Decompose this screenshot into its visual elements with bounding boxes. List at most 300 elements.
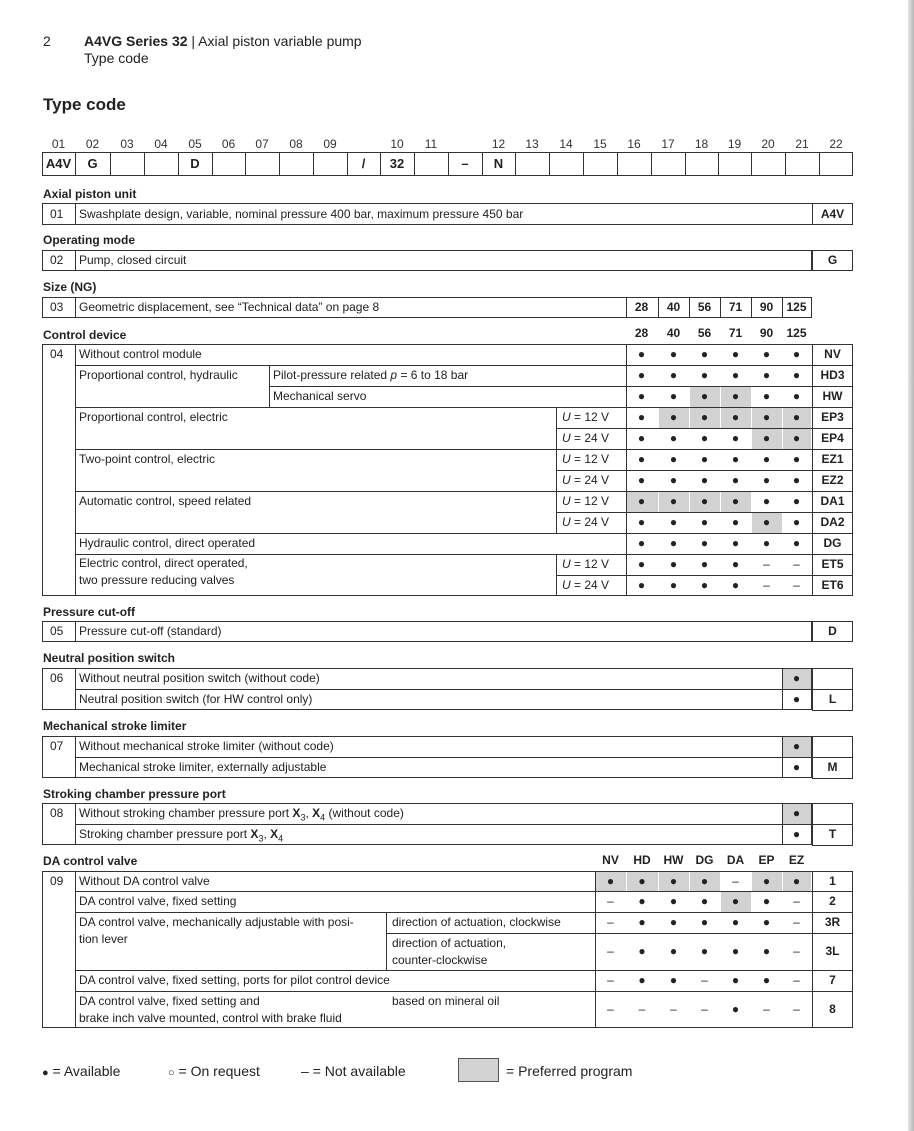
- voltage-symbol: U: [562, 494, 571, 508]
- code-position-label: 16: [627, 137, 641, 151]
- code-position-label: 05: [188, 137, 202, 151]
- availability-mark: –: [701, 973, 708, 987]
- voltage-column-divider: [556, 491, 557, 533]
- code-strip-value: –: [461, 156, 469, 171]
- code-position-label: 04: [154, 137, 168, 151]
- da-code: 8: [829, 1002, 836, 1016]
- da-without: Without DA control valve: [79, 874, 210, 888]
- da-code: 1: [829, 874, 836, 888]
- mechanical-stroke-limiter-code-box-1: [812, 736, 853, 758]
- row-05-code: D: [828, 624, 837, 638]
- availability-mark: ●: [762, 473, 771, 487]
- availability-mark: –: [701, 1002, 708, 1016]
- da-clockwise: direction of actuation, clockwise: [392, 915, 561, 929]
- availability-mark: ●: [792, 368, 801, 382]
- availability-mark: ●: [669, 410, 678, 424]
- code-position-label: 03: [120, 137, 134, 151]
- availability-mark: ●: [762, 915, 771, 929]
- availability-mark: ●: [637, 515, 646, 529]
- size-box-value: 71: [728, 300, 743, 314]
- code-position-label: 13: [525, 137, 539, 151]
- control-column-header: NV: [602, 853, 619, 867]
- section-size: Size (NG): [43, 280, 97, 294]
- da-code: 2: [829, 894, 836, 908]
- code-strip-value: 32: [389, 156, 405, 171]
- availability-mark: –: [793, 557, 800, 571]
- code-strip-value: /: [361, 156, 366, 171]
- availability-mark: ●: [762, 973, 771, 987]
- code-position-label: 14: [559, 137, 573, 151]
- size-column-header: 90: [759, 326, 774, 340]
- neutral-position-switch-code: L: [828, 692, 837, 706]
- mechanical-stroke-limiter-code: M: [827, 760, 838, 774]
- availability-mark: –: [638, 1002, 646, 1016]
- voltage-label: [562, 493, 609, 510]
- availability-mark: ●: [637, 557, 646, 571]
- control-code: HD3: [820, 368, 845, 382]
- availability-mark: ●: [731, 494, 740, 508]
- availability-mark: ●: [762, 431, 771, 445]
- voltage-value: = 24 V: [574, 578, 610, 592]
- code-strip-divider: [245, 152, 246, 176]
- code-strip-divider: [785, 152, 786, 176]
- row-01-text: Swashplate design, variable, nominal pressure 400 bar, maximum pressure 450 bar: [79, 207, 524, 221]
- availability-mark: ●: [606, 874, 615, 888]
- control-without-module: Without control module: [79, 347, 202, 361]
- availability-mark: –: [763, 1002, 770, 1016]
- da-counter-line1: direction of actuation,: [392, 936, 507, 950]
- code-strip-divider: [718, 152, 719, 176]
- header-subtitle: Type code: [84, 50, 149, 66]
- code-position-label: 09: [323, 137, 337, 151]
- mechanical-stroke-limiter-option: Without mechanical stroke limiter (without code): [79, 739, 334, 753]
- voltage-symbol: U: [562, 515, 571, 529]
- availability-mark: ●: [669, 473, 678, 487]
- availability-mark: ●: [731, 347, 740, 361]
- availability-mark: ●: [637, 431, 646, 445]
- da-counter-line2: counter-clockwise: [392, 953, 488, 967]
- control-code: HW: [822, 389, 843, 403]
- availability-mark: ●: [700, 431, 709, 445]
- control-electric-direct-line1: Electric control, direct operated,: [79, 556, 248, 570]
- row-04-number: 04: [50, 347, 64, 361]
- code-position-label: 18: [694, 137, 709, 151]
- availability-mark: ●: [700, 874, 709, 888]
- section-stroking-chamber-port: Stroking chamber pressure port: [43, 787, 226, 801]
- control-code: EZ1: [821, 452, 844, 466]
- voltage-value: = 24 V: [574, 431, 610, 445]
- availability-mark: ●: [762, 368, 771, 382]
- neutral-position-switch-option: Without neutral position switch (without code): [79, 671, 320, 685]
- pressure-symbol: p: [390, 368, 398, 382]
- voltage-value: = 24 V: [574, 473, 610, 487]
- availability-mark: ●: [731, 1002, 740, 1016]
- size-box-value: 28: [634, 300, 649, 314]
- availability-mark: –: [793, 894, 800, 908]
- port-x3: X: [250, 827, 259, 841]
- row-02-text: Pump, closed circuit: [79, 253, 187, 267]
- neutral-position-switch-number: 06: [50, 671, 64, 685]
- availability-mark: ●: [792, 806, 801, 820]
- not-available-label: = Not available: [312, 1063, 406, 1079]
- da-fixed: DA control valve, fixed setting: [79, 894, 237, 908]
- availability-mark: ●: [792, 515, 801, 529]
- code-strip-divider: [617, 152, 618, 176]
- availability-mark: ●: [669, 536, 678, 550]
- port-4: 4: [320, 812, 326, 823]
- grid-line-vertical: [75, 203, 76, 225]
- grid-line-vertical: [75, 297, 76, 318]
- availability-mark: ●: [669, 431, 678, 445]
- row-01-code: A4V: [820, 207, 845, 221]
- port-4: 4: [278, 833, 284, 844]
- grid-line-vertical: [75, 621, 76, 642]
- neutral-position-switch-code-box-1: [812, 668, 853, 690]
- stroking-option-without: [79, 805, 404, 826]
- control-code: DG: [823, 536, 842, 550]
- control-proportional-electric: Proportional control, electric: [79, 410, 228, 424]
- code-strip-divider: [549, 152, 550, 176]
- availability-mark: –: [607, 894, 614, 908]
- availability-mark: ●: [637, 347, 646, 361]
- section-axial-piston-unit: Axial piston unit: [43, 187, 137, 201]
- da-code: 3L: [825, 944, 840, 958]
- control-code: ET5: [821, 557, 844, 571]
- code-strip-divider: [110, 152, 111, 176]
- availability-mark: ●: [792, 739, 801, 753]
- da-brake-line1: DA control valve, fixed setting and: [79, 994, 260, 1008]
- availability-mark: ●: [700, 578, 709, 592]
- availability-mark: ●: [700, 389, 709, 403]
- number-column-divider: [75, 344, 76, 596]
- availability-mark: ●: [731, 515, 740, 529]
- availability-mark: ●: [700, 368, 709, 382]
- grid-line-horizontal: [75, 757, 811, 758]
- stroking-r1-pre: Without stroking chamber pressure port: [79, 806, 293, 820]
- voltage-label: [562, 472, 609, 489]
- voltage-symbol: U: [562, 410, 571, 424]
- control-code: DA1: [820, 494, 845, 508]
- availability-mark: ●: [700, 515, 709, 529]
- availability-mark: ●: [638, 894, 646, 908]
- availability-mark: ●: [731, 368, 740, 382]
- on-request-symbol: ○: [168, 1067, 175, 1079]
- code-position-label: 01: [51, 137, 66, 151]
- availability-mark: ●: [731, 557, 740, 571]
- availability-mark: ●: [669, 515, 678, 529]
- availability-mark: ●: [700, 473, 709, 487]
- availability-mark: –: [607, 1002, 614, 1016]
- code-position-label: 22: [829, 137, 843, 151]
- availability-mark: ●: [669, 557, 678, 571]
- voltage-value: = 12 V: [574, 557, 610, 571]
- availability-mark: ●: [762, 515, 771, 529]
- not-available-symbol: –: [301, 1063, 309, 1079]
- availability-mark: ●: [792, 494, 801, 508]
- availability-mark: ●: [762, 389, 771, 403]
- size-column-header: 71: [728, 326, 743, 340]
- availability-mark: ●: [731, 944, 740, 958]
- availability-mark: ●: [762, 944, 771, 958]
- availability-mark: ●: [638, 874, 646, 888]
- size-column-header: 28: [634, 326, 649, 340]
- availability-mark: ●: [792, 692, 801, 706]
- mechanical-stroke-limiter-number: 07: [50, 739, 64, 753]
- section-operating-mode: Operating mode: [43, 233, 136, 247]
- available-symbol: ●: [42, 1067, 49, 1079]
- availability-mark: ●: [638, 915, 646, 929]
- row-05-text: Pressure cut-off (standard): [79, 624, 222, 638]
- code-position-label: 12: [491, 137, 506, 151]
- section-pressure-cut-off: Pressure cut-off: [43, 605, 136, 619]
- row-03-text: Geometric displacement, see “Technical data” on page 8: [79, 300, 380, 314]
- availability-mark: ●: [792, 452, 801, 466]
- code-strip-divider: [651, 152, 652, 176]
- availability-mark: ●: [669, 894, 678, 908]
- control-column-header: DG: [695, 853, 714, 867]
- availability-mark: ●: [637, 368, 646, 382]
- availability-mark: ●: [792, 389, 801, 403]
- voltage-column-divider: [556, 449, 557, 491]
- code-position-label: 20: [761, 137, 775, 151]
- voltage-label: [562, 409, 609, 426]
- voltage-label: [562, 430, 609, 447]
- row-02-code: G: [827, 253, 838, 267]
- preferred-label: = Preferred program: [506, 1063, 633, 1079]
- availability-mark: ●: [700, 410, 709, 424]
- availability-mark: ●: [700, 536, 709, 550]
- series-name: A4VG Series 32: [84, 33, 188, 49]
- stroking-r1-post: (without code): [325, 806, 404, 820]
- stroking-option-with: [79, 826, 283, 847]
- voltage-symbol: U: [562, 431, 571, 445]
- stroking-code-box-1: [812, 803, 853, 825]
- availability-mark: ●: [762, 536, 771, 550]
- pilot-label: Pilot-pressure related: [273, 368, 388, 382]
- control-column-header: EP: [758, 853, 775, 867]
- control-code: ET6: [821, 578, 844, 592]
- section-mechanical-stroke-limiter: Mechanical stroke limiter: [43, 719, 187, 733]
- section-neutral-position-switch: Neutral position switch: [43, 651, 176, 665]
- row-09-number: 09: [50, 874, 64, 888]
- voltage-symbol: U: [562, 578, 571, 592]
- availability-mark: –: [732, 874, 739, 888]
- da-adjustable-line2: tion lever: [79, 932, 128, 946]
- availability-mark: ●: [669, 874, 678, 888]
- availability-mark: ●: [637, 410, 646, 424]
- availability-mark: ●: [637, 389, 646, 403]
- row-02-number: 02: [50, 253, 64, 267]
- port-x4: X: [270, 827, 279, 841]
- availability-mark: ●: [792, 431, 801, 445]
- voltage-value: = 12 V: [574, 452, 610, 466]
- availability-mark: ●: [637, 494, 646, 508]
- size-column-header: 40: [666, 326, 681, 340]
- stroking-code: T: [828, 827, 837, 841]
- control-code: EP3: [821, 410, 844, 424]
- code-position-label: 15: [593, 137, 607, 151]
- voltage-label: [562, 556, 609, 573]
- availability-mark: ●: [731, 452, 740, 466]
- availability-mark: ●: [700, 452, 709, 466]
- legend-not-available: [301, 1062, 406, 1080]
- availability-mark: –: [607, 973, 614, 987]
- availability-mark: ●: [731, 410, 740, 424]
- code-strip-divider: [212, 152, 213, 176]
- size-column-header: 56: [697, 326, 712, 340]
- size-box-value: 125: [786, 300, 807, 314]
- size-box-value: 90: [759, 300, 774, 314]
- control-code: EZ2: [821, 473, 844, 487]
- code-strip-divider: [414, 152, 415, 176]
- code-strip-divider: [819, 152, 820, 176]
- availability-mark: ●: [731, 894, 740, 908]
- voltage-value: = 24 V: [574, 515, 610, 529]
- legend-available: [42, 1062, 120, 1082]
- availability-mark: ●: [700, 494, 709, 508]
- availability-mark: ●: [792, 347, 801, 361]
- control-hydraulic-pilot: [273, 367, 468, 384]
- port-3: 3: [258, 833, 264, 844]
- availability-mark: ●: [669, 973, 678, 987]
- availability-mark: –: [607, 915, 614, 929]
- control-column-header: DA: [726, 853, 745, 867]
- code-position-label: 07: [255, 137, 269, 151]
- legend-on-request: [168, 1062, 260, 1082]
- size-box-value: 56: [697, 300, 712, 314]
- availability-mark: ●: [792, 874, 801, 888]
- product-name: Axial piston variable pump: [198, 33, 362, 49]
- row-05-number: 05: [50, 624, 64, 638]
- available-label: = Available: [52, 1063, 121, 1079]
- da-adjustable-line1: DA control valve, mechanically adjustable with posi-: [79, 915, 354, 929]
- availability-mark: ●: [669, 494, 678, 508]
- page-number: 2: [43, 33, 51, 49]
- voltage-column-divider: [556, 554, 557, 596]
- code-strip-value: N: [493, 156, 504, 171]
- voltage-symbol: U: [562, 557, 571, 571]
- availability-mark: ●: [731, 389, 740, 403]
- port-3: 3: [300, 812, 306, 823]
- availability-mark: ●: [700, 915, 709, 929]
- voltage-value: = 12 V: [574, 410, 610, 424]
- legend-preferred: [506, 1062, 632, 1080]
- code-position-label: 08: [289, 137, 303, 151]
- code-position-label: 11: [424, 137, 438, 151]
- availability-mark: ●: [669, 389, 678, 403]
- code-strip-value: G: [87, 156, 98, 171]
- availability-mark: ●: [638, 973, 646, 987]
- neutral-position-switch-option: Neutral position switch (for HW control only): [79, 692, 313, 706]
- row-03-number: 03: [50, 300, 64, 314]
- control-column-header: HD: [633, 853, 651, 867]
- availability-mark: ●: [669, 915, 678, 929]
- code-position-label: 17: [661, 137, 675, 151]
- voltage-label: [562, 514, 609, 531]
- code-position-label: 02: [85, 137, 100, 151]
- control-code: EP4: [821, 431, 844, 445]
- voltage-label: [562, 451, 609, 468]
- voltage-symbol: U: [562, 473, 571, 487]
- voltage-label: [562, 577, 609, 594]
- grid-line-vertical: [75, 871, 76, 1028]
- code-strip-value: D: [190, 156, 200, 171]
- da-code: 7: [829, 973, 836, 987]
- code-strip-divider: [685, 152, 686, 176]
- preferred-swatch: [458, 1058, 499, 1082]
- da-code: 3R: [824, 915, 841, 929]
- availability-mark: ●: [669, 347, 678, 361]
- control-two-point-electric: Two-point control, electric: [79, 452, 216, 466]
- code-strip-divider: [751, 152, 752, 176]
- availability-mark: ●: [762, 874, 771, 888]
- da-pilot-ports: DA control valve, fixed setting, ports for pilot control device: [79, 973, 390, 987]
- port-sep: ,: [263, 827, 271, 841]
- mechanical-stroke-limiter-option: Mechanical stroke limiter, externally adjustable: [79, 760, 327, 774]
- availability-mark: ●: [792, 410, 801, 424]
- section-da-control-valve: DA control valve: [43, 854, 138, 868]
- availability-mark: ●: [792, 827, 801, 841]
- section-control-device: Control device: [43, 328, 127, 342]
- availability-mark: ●: [638, 944, 646, 958]
- availability-mark: –: [793, 578, 800, 592]
- availability-mark: ●: [762, 347, 771, 361]
- availability-mark: ●: [700, 557, 709, 571]
- voltage-column-divider: [556, 407, 557, 449]
- control-electric-direct-line2: two pressure reducing valves: [79, 573, 235, 587]
- availability-mark: –: [793, 915, 800, 929]
- availability-mark: ●: [762, 452, 771, 466]
- code-position-label: 19: [727, 137, 742, 151]
- control-automatic-speed: Automatic control, speed related: [79, 494, 252, 508]
- code-strip-divider: [279, 152, 280, 176]
- size-column-header: 125: [786, 326, 807, 340]
- availability-mark: ●: [700, 347, 709, 361]
- availability-mark: ●: [762, 494, 771, 508]
- availability-mark: ●: [762, 410, 771, 424]
- control-code: DA2: [820, 515, 845, 529]
- availability-mark: –: [763, 557, 770, 571]
- code-strip-divider: [313, 152, 314, 176]
- size-box-value: 40: [666, 300, 681, 314]
- page-title: Type code: [43, 95, 126, 114]
- code-strip-divider: [583, 152, 584, 176]
- availability-mark: ●: [669, 944, 678, 958]
- availability-mark: ●: [792, 536, 801, 550]
- availability-mark: ●: [731, 973, 740, 987]
- voltage-value: = 12 V: [574, 494, 610, 508]
- availability-mark: ●: [637, 578, 646, 592]
- availability-mark: ●: [669, 452, 678, 466]
- availability-mark: –: [793, 1002, 800, 1016]
- availability-mark: ●: [700, 894, 709, 908]
- availability-mark: ●: [792, 671, 801, 685]
- availability-mark: ●: [762, 894, 771, 908]
- grid-line-vertical: [75, 250, 76, 271]
- on-request-label: = On request: [178, 1063, 260, 1079]
- control-hydraulic: Proportional control, hydraulic: [79, 368, 238, 382]
- control-column-header: HW: [663, 853, 684, 867]
- availability-mark: ●: [731, 915, 740, 929]
- availability-mark: –: [793, 973, 800, 987]
- availability-mark: ●: [731, 536, 740, 550]
- code-position-label: 21: [795, 137, 809, 151]
- pilot-range: = 6 to 18 bar: [400, 368, 469, 382]
- control-code: NV: [824, 347, 841, 361]
- port-x4: X: [312, 806, 321, 820]
- code-strip-value: A4V: [45, 156, 72, 171]
- da-subcolumn-divider: [386, 912, 387, 970]
